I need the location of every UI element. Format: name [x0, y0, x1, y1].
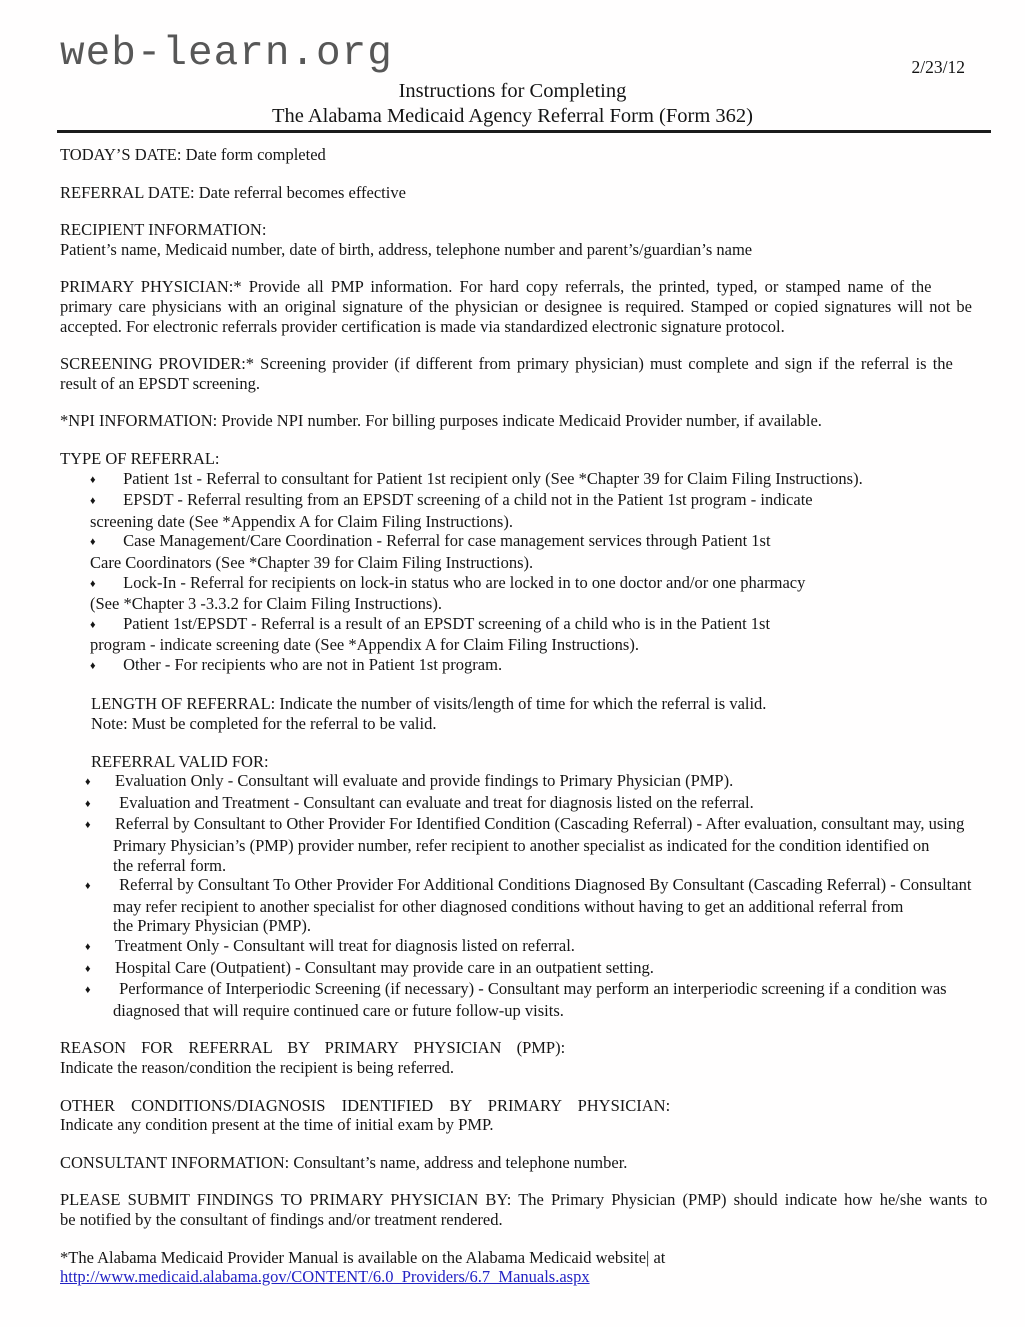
bullet-line [90, 469, 965, 491]
site-logo: web-learn.org [60, 31, 393, 77]
bullet-text: Hospital Care (Outpatient) - Consultant may provide care in an outpatient setting. [115, 957, 654, 977]
text-line: SCREENING PROVIDER:* Screening provider (if different from primary physician) must complete and sign if the referral is the [60, 354, 953, 374]
diamond-bullet-icon: ♦ [85, 797, 91, 810]
bullet-line [85, 958, 965, 980]
bullet-text: Patient 1st - Referral to consultant for Patient 1st recipient only (See *Chapter 39 for Claim Filing Instructions). [119, 468, 863, 488]
text-line: Indicate any condition present at the time of initial exam by PMP. [60, 1115, 494, 1135]
diamond-bullet-icon: ♦ [90, 659, 96, 672]
text-line: CONSULTANT INFORMATION: Consultant’s name, address and telephone number. [60, 1152, 628, 1172]
list-item [60, 573, 965, 614]
section-other-conditions [60, 1096, 965, 1135]
diamond-bullet-icon: ♦ [90, 618, 96, 631]
section-recipient-information [60, 220, 965, 259]
bullet-text: Evaluation Only - Consultant will evaluate and provide findings to Primary Physician (PMP). [115, 771, 734, 791]
bullet-text: Performance of Interperiodic Screening (if necessary) - Consultant may perform an interperiodic screening if a condition was [115, 979, 947, 999]
section-heading: REFERRAL VALID FOR: [91, 751, 269, 771]
section-heading: TYPE OF REFERRAL: [60, 448, 220, 468]
bullet-line [85, 936, 965, 958]
list-item [60, 469, 965, 491]
letterhead [60, 30, 965, 78]
bullet-text: Referral by Consultant To Other Provider For Additional Conditions Diagnosed By Consultant (Cascading Referral) - Consultant [115, 875, 972, 895]
bullet-line [90, 655, 965, 677]
bullet-continuation: Care Coordinators (See *Chapter 39 for Claim Filing Instructions). [90, 552, 534, 572]
document-body [60, 145, 988, 1287]
title-divider [57, 130, 991, 133]
bullet-continuation: screening date (See *Appendix A for Claim Filing Instructions). [90, 511, 513, 531]
bullet-text: Evaluation and Treatment - Consultant can evaluate and treat for diagnosis listed on the referral. [115, 792, 754, 812]
title-line-1: Instructions for Completing [398, 80, 627, 102]
bullet-text: Referral by Consultant to Other Provider For Identified Condition (Cascading Referral) - After evaluation, consultant may, using [115, 814, 965, 834]
bullet-line [90, 573, 965, 595]
bullet-line [85, 814, 965, 836]
diamond-bullet-icon: ♦ [85, 776, 91, 789]
bullet-continuation: (See *Chapter 3 -3.3.2 for Claim Filing Instructions). [90, 594, 442, 614]
text-line: primary care physicians with an original signature of the physician or designee is required. Stamped or copied signatures will not be [60, 296, 972, 316]
bullet-text: Case Management/Care Coordination - Referral for case management services through Patient 1st [119, 531, 771, 551]
bullet-line [85, 979, 965, 1001]
bullet-continuation: Primary Physician’s (PMP) provider number, refer recipient to another specialist as indicated for the condition identified on [113, 836, 930, 856]
text-line: Indicate the reason/condition the recipient is being referred. [60, 1057, 455, 1077]
document-title [60, 79, 965, 128]
diamond-bullet-icon: ♦ [85, 984, 91, 997]
bullet-continuation: may refer recipient to another specialist for other diagnosed conditions without having to get an additional referral from [113, 896, 904, 916]
text-line: accepted. For electronic referrals provider certification is made via standardized electronic signature protocol. [60, 316, 785, 336]
list-item [60, 936, 965, 958]
list-item [60, 979, 965, 1020]
bullet-continuation: program - indicate screening date (See *Appendix A for Claim Filing Instructions). [90, 635, 639, 655]
diamond-bullet-icon: ♦ [85, 880, 91, 893]
diamond-bullet-icon: ♦ [90, 473, 96, 486]
bullet-line [85, 771, 965, 793]
section-referral-valid-for [60, 751, 972, 1021]
bullet-continuation: the referral form. [113, 855, 227, 875]
section-footnote [60, 1248, 965, 1287]
section-screening-provider [60, 354, 965, 393]
section-npi-information [60, 411, 965, 431]
list-item [60, 771, 965, 793]
section-reason-for-referral [60, 1038, 965, 1077]
text-line: LENGTH OF REFERRAL: Indicate the number of visits/length of time for which the referral is valid. [91, 694, 767, 714]
footnote-link-line [60, 1267, 965, 1287]
list-item [60, 958, 965, 980]
text-line: result of an EPSDT screening. [60, 373, 260, 393]
bullet-line [90, 490, 965, 512]
text-line: *NPI INFORMATION: Provide NPI number. For billing purposes indicate Medicaid Provider number, if available. [60, 411, 822, 431]
text-line: PRIMARY PHYSICIAN:* Provide all PMP information. For hard copy referrals, the printed, typed, or stamped name of the [60, 277, 932, 297]
diamond-bullet-icon: ♦ [85, 962, 91, 975]
text-line: PLEASE SUBMIT FINDINGS TO PRIMARY PHYSICIAN BY: The Primary Physician (PMP) should indicate how he/she wants to [60, 1190, 988, 1210]
section-length-of-referral [91, 694, 965, 733]
bullet-text: Lock-In - Referral for recipients on lock-in status who are locked in to one doctor and/or one pharmacy [119, 572, 806, 592]
bullet-continuation: diagnosed that will require continued care or future follow-up visits. [113, 1000, 564, 1020]
section-primary-physician [60, 277, 972, 336]
text-line: TODAY’S DATE: Date form completed [60, 145, 326, 164]
text-line: Patient’s name, Medicaid number, date of birth, address, telephone number and parent’s/guardian’s name [60, 239, 753, 259]
medicaid-manuals-link[interactable]: http://www.medicaid.alabama.gov/CONTENT/6.0_Providers/6.7_Manuals.aspx [60, 1267, 590, 1287]
diamond-bullet-icon: ♦ [85, 941, 91, 953]
text-line: Note: Must be completed for the referral to be valid. [91, 714, 437, 734]
bullet-line [90, 531, 965, 553]
diamond-bullet-icon: ♦ [90, 536, 96, 549]
diamond-bullet-icon: ♦ [90, 495, 96, 508]
text-line: be notified by the consultant of findings and/or treatment rendered. [60, 1209, 503, 1229]
bullet-continuation: the Primary Physician (PMP). [113, 916, 311, 936]
list-item [60, 531, 965, 572]
document-date: 2/23/12 [911, 57, 965, 77]
list-item [60, 490, 965, 531]
bullet-text: Other - For recipients who are not in Patient 1st program. [119, 654, 503, 674]
section-heading: REASON FOR REFERRAL BY PRIMARY PHYSICIAN (PMP): [60, 1038, 566, 1058]
bullet-line [85, 875, 972, 897]
section-todays-date [60, 145, 965, 165]
bullet-line [85, 793, 965, 815]
list-item [60, 875, 972, 936]
section-consultant-information [60, 1153, 965, 1173]
diamond-bullet-icon: ♦ [90, 577, 96, 590]
title-line-2: The Alabama Medicaid Agency Referral Form (Form 362) [271, 104, 754, 127]
list-item [60, 655, 965, 677]
diamond-bullet-icon: ♦ [85, 819, 91, 832]
section-heading: RECIPIENT INFORMATION: [60, 220, 267, 240]
footnote-text: *The Alabama Medicaid Provider Manual is available on the Alabama Medicaid website| at [60, 1247, 666, 1267]
bullet-text: Patient 1st/EPSDT - Referral is a result of an EPSDT screening of a child who is in the Patient 1st [119, 613, 771, 633]
bullet-text: EPSDT - Referral resulting from an EPSDT screening of a child not in the Patient 1st program - indicate [119, 490, 813, 510]
list-item [60, 814, 965, 875]
section-please-submit-findings [60, 1190, 988, 1229]
bullet-text: Treatment Only - Consultant will treat for diagnosis listed on referral. [115, 936, 575, 955]
section-heading: OTHER CONDITIONS/DIAGNOSIS IDENTIFIED BY PRIMARY PHYSICIAN: [60, 1095, 671, 1115]
section-referral-date [60, 183, 965, 203]
section-type-of-referral [60, 449, 965, 677]
list-item [60, 793, 965, 815]
text-line: REFERRAL DATE: Date referral becomes effective [60, 182, 406, 202]
bullet-line [90, 614, 965, 636]
list-item [60, 614, 965, 655]
